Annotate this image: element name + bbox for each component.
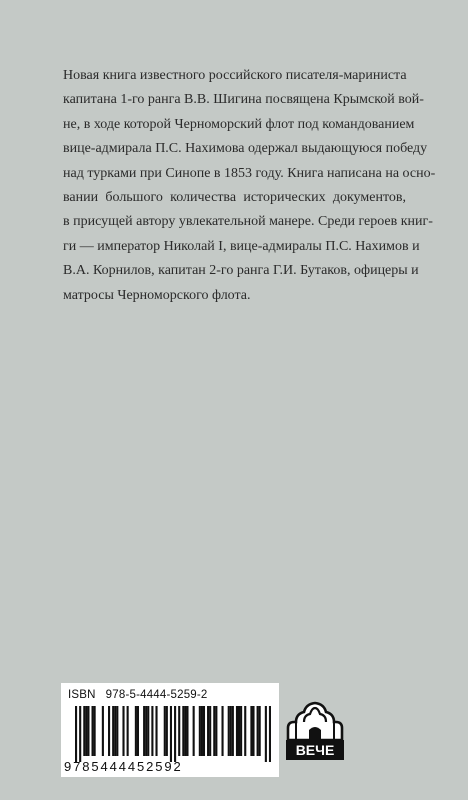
- barcode-bar: [215, 706, 217, 756]
- barcode-bar: [178, 706, 180, 756]
- annotation-line: вании большого количества исторических документов,: [63, 189, 406, 205]
- barcode-bar: [135, 706, 137, 756]
- book-annotation: [63, 64, 436, 308]
- barcode-bar: [240, 706, 242, 756]
- barcode-bar: [203, 706, 205, 756]
- barcode-bar: [228, 706, 230, 756]
- barcode-bar: [112, 706, 114, 756]
- barcode-bar: [75, 706, 77, 762]
- barcode-bar: [147, 706, 149, 756]
- isbn-label: ISBN: [68, 689, 96, 701]
- isbn-text: [68, 689, 208, 701]
- barcode-digits: 9785444452592: [64, 759, 183, 774]
- barcode-bar: [83, 706, 85, 756]
- annotation-line: ги — император Николай I, вице-адмиралы П.С. Нахимов и: [63, 238, 420, 254]
- annotation-line: Новая книга известного российского писателя-мариниста: [63, 68, 407, 83]
- barcode-bar: [252, 706, 254, 756]
- barcode-bar: [108, 706, 110, 756]
- annotation-line: В.А. Корнилов, капитан 2-го ранга Г.И. Бутаков, офицеры и: [63, 263, 419, 279]
- barcode-bar: [244, 706, 246, 756]
- publisher-logo: [282, 700, 348, 766]
- barcode-bar: [79, 706, 81, 762]
- barcode-bar: [230, 706, 232, 756]
- barcode-bar: [236, 706, 238, 756]
- barcode-bar: [116, 706, 118, 756]
- barcode-bar: [209, 706, 211, 756]
- barcode-bar: [199, 706, 201, 756]
- barcode-bar: [122, 706, 124, 756]
- barcode-bar: [265, 706, 267, 762]
- barcode-bar: [85, 706, 87, 756]
- barcode-bar: [114, 706, 116, 756]
- barcode-bar: [166, 706, 168, 756]
- barcode-bar: [143, 706, 145, 756]
- barcode-bar: [174, 706, 176, 762]
- barcode-bar: [137, 706, 139, 756]
- barcode-bar: [102, 706, 104, 756]
- barcode-bar: [257, 706, 259, 756]
- barcode-bar: [207, 706, 209, 756]
- barcode-bar: [238, 706, 240, 756]
- barcode-bar: [186, 706, 188, 756]
- isbn-number: 978-5-4444-5259-2: [105, 689, 208, 701]
- barcode-bar: [170, 706, 172, 762]
- annotation-line: вице-адмирала П.С. Нахимова одержал выдающуюся победу: [63, 141, 428, 157]
- annotation-line: капитана 1-го ранга В.В. Шигина посвящена Крымской вой-: [63, 92, 424, 108]
- annotation-line: не, в ходе которой Черноморский флот под командованием: [63, 116, 415, 132]
- barcode-bar: [184, 706, 186, 756]
- barcode-bar: [87, 706, 89, 756]
- isbn-barcode-block: [61, 683, 279, 777]
- barcode-bar: [193, 706, 195, 756]
- barcode-bar: [250, 706, 252, 756]
- barcode-bar: [269, 706, 271, 762]
- barcode-bar: [164, 706, 166, 756]
- barcode-bar: [213, 706, 215, 756]
- annotation-line: в присущей автору увлекательной манере. Среди героев книг-: [63, 214, 433, 230]
- barcode-bar: [221, 706, 223, 756]
- barcode-icon: [75, 706, 271, 762]
- barcode-bar: [201, 706, 203, 756]
- barcode-bar: [259, 706, 261, 756]
- barcode-bar: [94, 706, 96, 756]
- barcode-bar: [182, 706, 184, 756]
- barcode-bar: [127, 706, 129, 756]
- barcode-bar: [155, 706, 157, 756]
- barcode-bar: [232, 706, 234, 756]
- annotation-line: над турками при Синопе в 1853 году. Книга написана на осно-: [63, 165, 436, 181]
- barcode-bar: [92, 706, 94, 756]
- barcode-bar: [145, 706, 147, 756]
- publisher-logo-text: ВЕЧЕ: [295, 742, 335, 758]
- annotation-line: матросы Черноморского флота.: [63, 287, 251, 303]
- barcode-bar: [151, 706, 153, 756]
